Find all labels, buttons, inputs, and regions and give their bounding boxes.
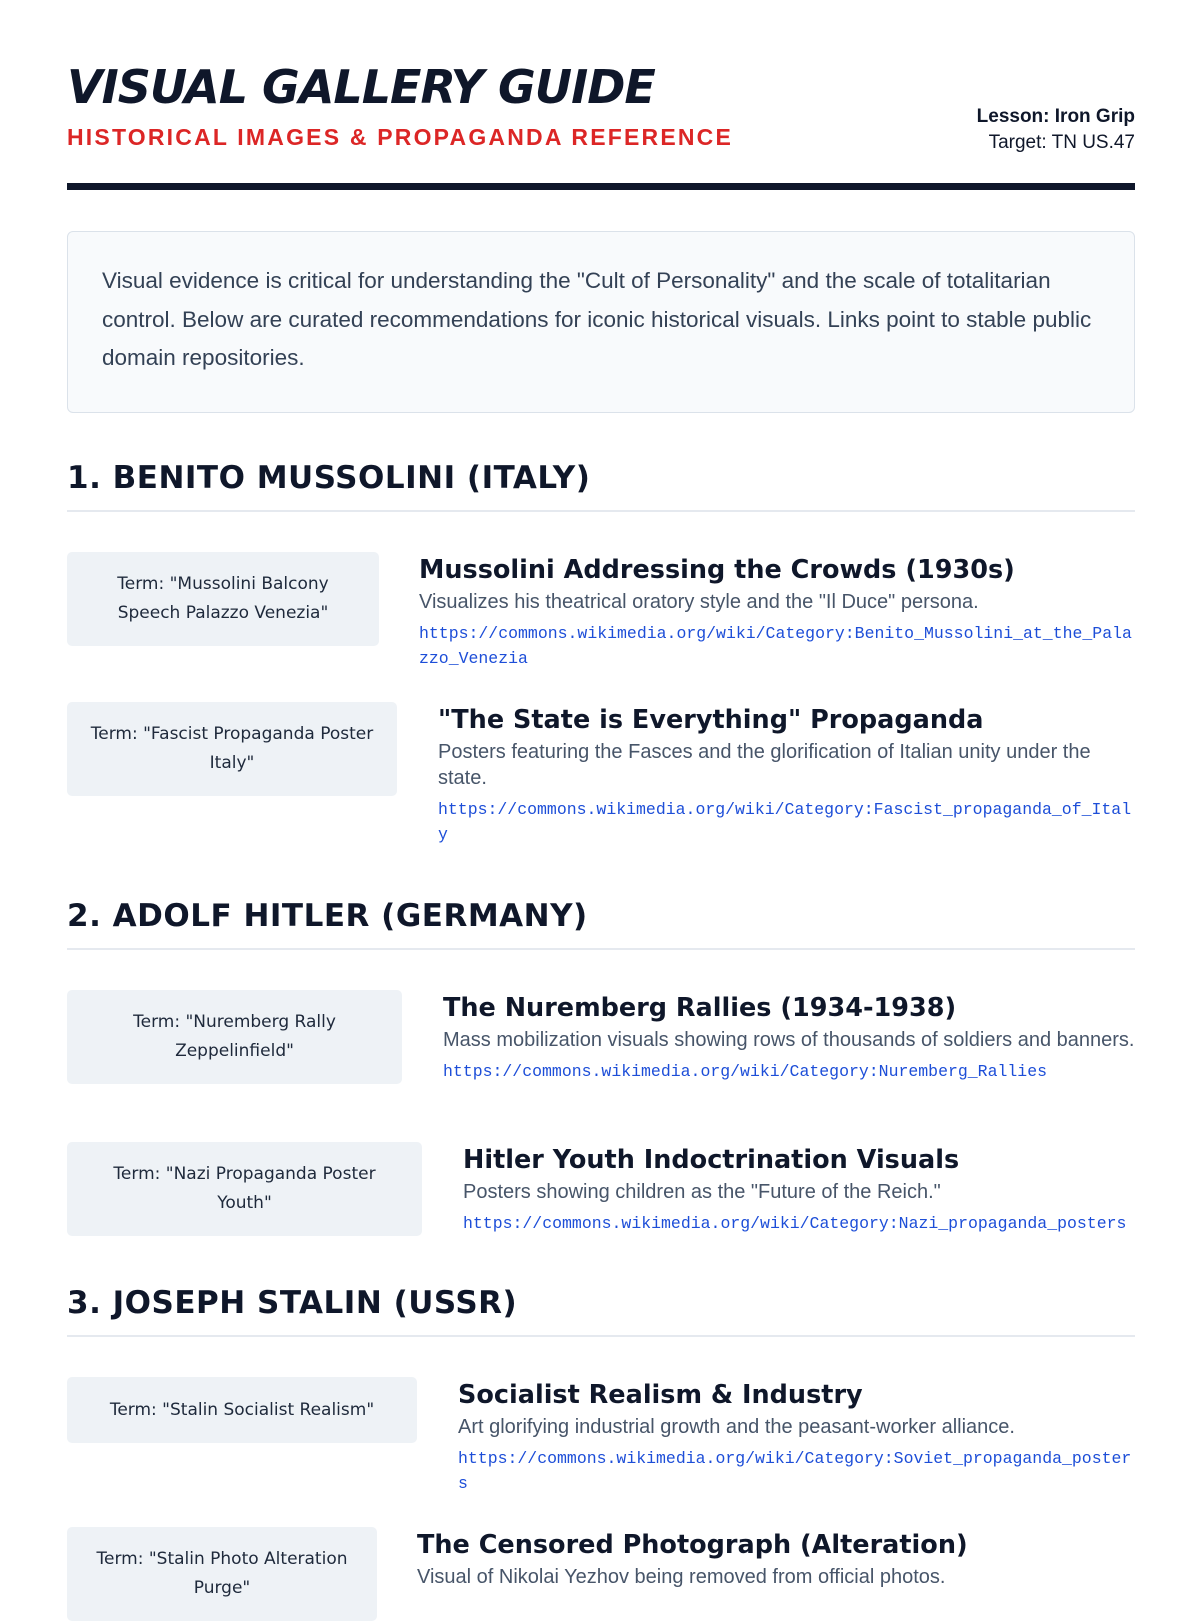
item-link[interactable]: https://commons.wikimedia.org/wiki/Category:Nuremberg_Rallies [443, 1062, 1047, 1081]
item-description: Posters featuring the Fasces and the glorification of Italian unity under the state. [438, 741, 1091, 789]
gallery-item [463, 1143, 1143, 1236]
gallery-item [417, 1528, 1135, 1590]
item-link[interactable]: https://commons.wikimedia.org/wiki/Category:Nazi_propaganda_posters [463, 1214, 1127, 1233]
gallery-item [419, 553, 1135, 671]
page-subtitle: HISTORICAL IMAGES & PROPAGANDA REFERENCE [67, 124, 734, 150]
page-title: VISUAL GALLERY GUIDE [67, 60, 655, 114]
item-title: Mussolini Addressing the Crowds (1930s) [419, 555, 1015, 585]
page-header [67, 0, 1135, 192]
lesson-label: Lesson: Iron Grip [976, 106, 1135, 127]
intro-callout: Visual evidence is critical for understanding the "Cult of Personality" and the scale of totalitarian control. Below are curated recommendations for iconic historical visuals. Links point to stable public domain repositories. [67, 231, 1135, 413]
item-title: The Censored Photograph (Alteration) [417, 1530, 968, 1560]
section-heading-hitler: 2. ADOLF HITLER (GERMANY) [67, 898, 588, 934]
item-title: The Nuremberg Rallies (1934-1938) [443, 993, 957, 1023]
item-description: Mass mobilization visuals showing rows of thousands of soldiers and banners. [443, 1029, 1135, 1051]
section-divider [67, 948, 1135, 950]
item-title: "The State is Everything" Propaganda [438, 705, 984, 735]
search-term-chip: Term: "Nuremberg Rally Zeppelinfield" [67, 990, 402, 1084]
gallery-item [438, 703, 1135, 847]
section-heading-mussolini: 1. BENITO MUSSOLINI (ITALY) [67, 460, 591, 496]
item-description: Art glorifying industrial growth and the peasant-worker alliance. [458, 1416, 1015, 1438]
target-label: Target: TN US.47 [988, 132, 1135, 153]
item-title: Hitler Youth Indoctrination Visuals [463, 1145, 960, 1175]
section-divider [67, 1335, 1135, 1337]
lesson-meta [977, 104, 1135, 156]
item-link[interactable]: https://commons.wikimedia.org/wiki/Category:Soviet_propaganda_posters [458, 1449, 1132, 1493]
item-link[interactable]: https://commons.wikimedia.org/wiki/Category:Benito_Mussolini_at_the_Palazzo_Venezia [419, 624, 1132, 668]
search-term-chip: Term: "Fascist Propaganda Poster Italy" [67, 702, 397, 796]
item-description: Visualizes his theatrical oratory style and the "Il Duce" persona. [419, 591, 979, 613]
section-heading-stalin: 3. JOSEPH STALIN (USSR) [67, 1285, 518, 1321]
item-description: Posters showing children as the "Future of the Reich." [463, 1181, 941, 1203]
search-term-chip: Term: "Mussolini Balcony Speech Palazzo Venezia" [67, 552, 379, 646]
search-term-chip: Term: "Stalin Socialist Realism" [67, 1377, 417, 1443]
item-description: Visual of Nikolai Yezhov being removed from official photos. [417, 1566, 946, 1588]
item-title: Socialist Realism & Industry [458, 1380, 863, 1410]
search-term-chip: Term: "Nazi Propaganda Poster Youth" [67, 1142, 422, 1236]
gallery-item [458, 1378, 1135, 1496]
section-divider [67, 510, 1135, 512]
header-divider [67, 183, 1135, 190]
item-link[interactable]: https://commons.wikimedia.org/wiki/Category:Fascist_propaganda_of_Italy [438, 800, 1132, 844]
search-term-chip: Term: "Stalin Photo Alteration Purge" [67, 1527, 377, 1621]
gallery-item [443, 991, 1135, 1084]
gallery-guide-page [67, 0, 1135, 1598]
